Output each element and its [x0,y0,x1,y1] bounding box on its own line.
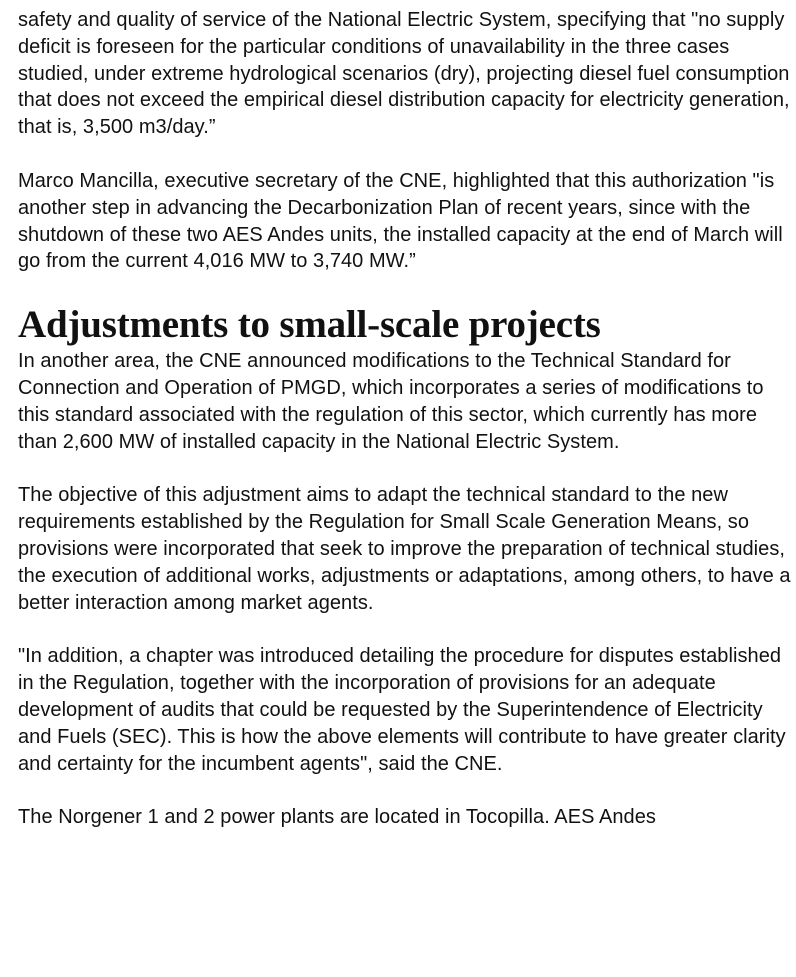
paragraph-adjustment-objective: The objective of this adjustment aims to adapt the technical standard to the new requirements established by the Regulation for Small Scale Generation Means, so provisions were incorporated that seek to improve the preparation of technical studies, the execution of additional works, adjustments or adaptations, among others, to have a better interaction among market agents. [18,484,791,614]
paragraph-norgener-plants: The Norgener 1 and 2 power plants are located in Tocopilla. AES Andes [18,806,656,829]
article-body [18,7,794,831]
paragraph-disputes-chapter: "In addition, a chapter was introduced detailing the procedure for disputes established in the Regulation, together with the incorporation of provisions for an adequate development of audits that could be requested by the Superintendence of Electricity and Fuels (SEC). This is how the above elements will contribute to have greater clarity and certainty for the incumbent agents", said the CNE. [18,645,786,775]
section-heading: Adjustments to small-scale projects [18,303,601,347]
paragraph-pmgd-standard: In another area, the CNE announced modifications to the Technical Standard for Connection and Operation of PMGD, which incorporates a series of modifications to this standard associated with the regulation of this sector, which currently has more than 2,600 MW of installed capacity in the National Electric System. [18,350,764,453]
paragraph-supply-deficit: safety and quality of service of the National Electric System, specifying that "no supply deficit is foreseen for the particular conditions of unavailability in the three cases studied, under extreme hydrological scenarios (dry), projecting diesel fuel consumption that does not exceed the empirical diesel distribution capacity for electricity generation, that is, 3,500 m3/day.” [18,9,790,139]
paragraph-mancilla-quote: Marco Mancilla, executive secretary of the CNE, highlighted that this authorization "is another step in advancing the Decarbonization Plan of recent years, since with the shutdown of these two AES Andes units, the installed capacity at the end of March will go from the current 4,016 MW to 3,740 MW.” [18,169,783,273]
